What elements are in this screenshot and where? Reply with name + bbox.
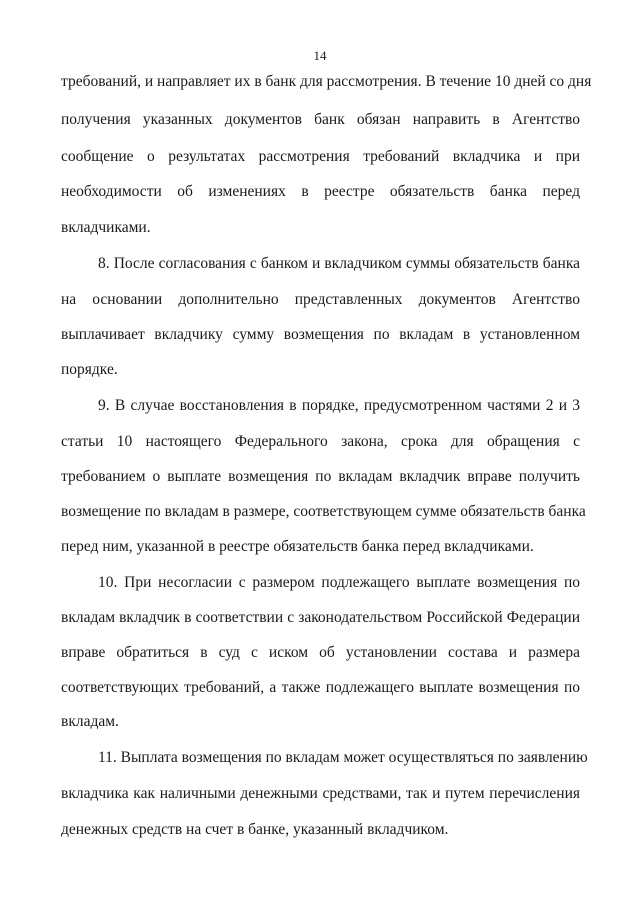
text-line: 11. Выплата возмещения по вкладам может осуществляться по заявлению (98, 749, 588, 766)
text-line: сообщение о результатах рассмотрения требований вкладчика и при (61, 148, 580, 165)
text-line: соответствующих требований, а также подлежащего выплате возмещения по (61, 679, 580, 696)
text-line: вкладам. (61, 713, 119, 730)
text-line: выплачивает вкладчику сумму возмещения по вкладам в установленном (61, 326, 580, 343)
text-line: вкладчиками. (61, 219, 151, 236)
text-line: денежных средств на счет в банке, указанный вкладчиком. (61, 821, 449, 838)
text-line: на основании дополнительно представленных документов Агентство (61, 291, 580, 308)
text-line: 10. При несогласии с размером подлежащего выплате возмещения по (98, 574, 580, 591)
text-line: требованием о выплате возмещения по вкладам вкладчик вправе получить (61, 468, 580, 485)
text-line: статьи 10 настоящего Федерального закона, срока для обращения с (61, 433, 580, 450)
text-line: возмещение по вкладам в размере, соответствующем сумме обязательств банка (61, 503, 586, 520)
text-line: вкладам вкладчик в соответствии с законодательством Российской Федерации (61, 609, 580, 626)
text-line: вправе обратиться в суд с иском об установлении состава и размера (61, 644, 580, 661)
text-line: необходимости об изменениях в реестре обязательств банка перед (61, 183, 580, 200)
text-line: 8. После согласования с банком и вкладчиком суммы обязательств банка (98, 255, 580, 272)
text-line: 9. В случае восстановления в порядке, предусмотренном частями 2 и 3 (98, 397, 580, 414)
text-line: вкладчика как наличными денежными средствами, так и путем перечисления (61, 785, 580, 802)
text-line: порядке. (61, 361, 118, 378)
page-number: 14 (313, 48, 327, 63)
text-line: получения указанных документов банк обязан направить в Агентство (61, 111, 580, 128)
text-line: перед ним, указанной в реестре обязательств банка перед вкладчиками. (61, 538, 534, 555)
text-line: требований, и направляет их в банк для рассмотрения. В течение 10 дней со дня (61, 73, 592, 90)
